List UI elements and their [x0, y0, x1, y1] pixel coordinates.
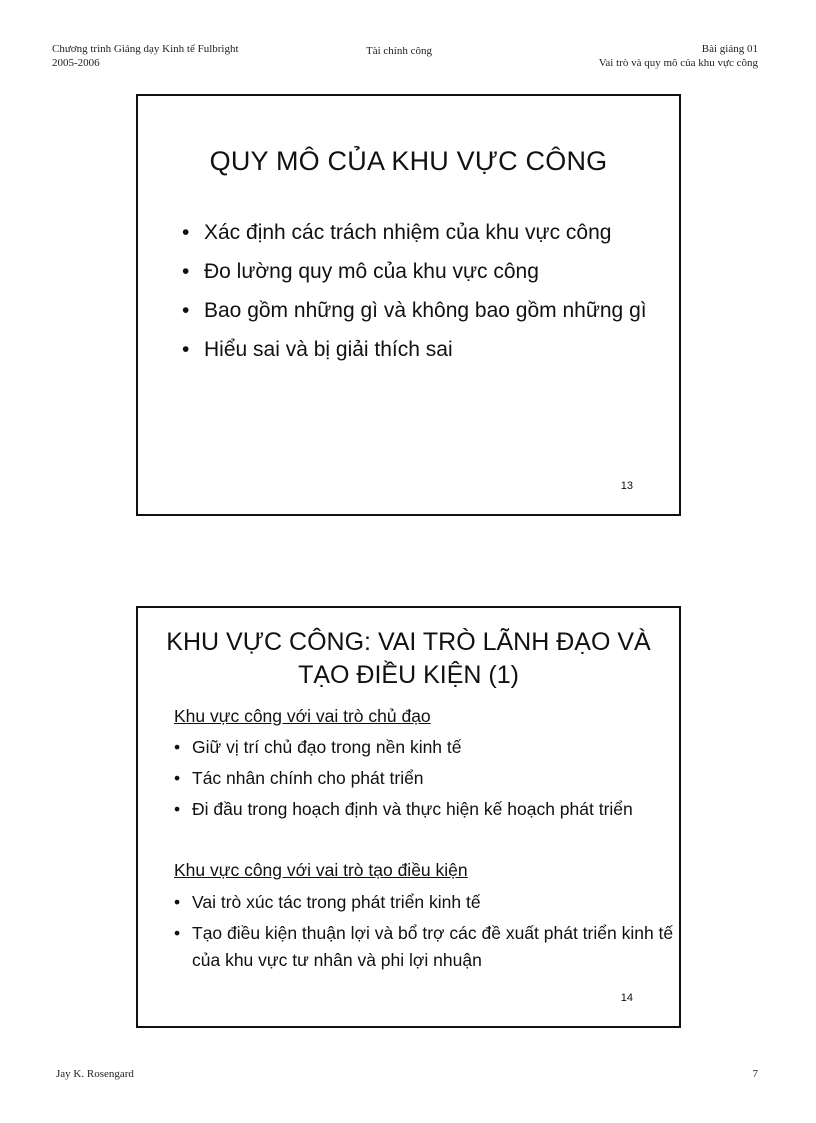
- bullet-item: • Hiểu sai và bị giải thích sai: [182, 336, 652, 363]
- slide-13: [136, 94, 681, 516]
- slide-title: [138, 626, 679, 692]
- section-heading-leading-role: Khu vực công với vai trò chủ đạo: [174, 706, 431, 726]
- section-heading-enabling-role: Khu vực công với vai trò tạo điều kiện: [174, 860, 468, 880]
- footer-author: Jay K. Rosengard: [56, 1068, 134, 1080]
- header-left: [52, 42, 239, 70]
- footer-page-number: 7: [752, 1068, 758, 1080]
- program-name: Chương trình Giảng dạy Kinh tế Fulbright: [52, 43, 239, 55]
- bullet-list: [182, 219, 652, 375]
- header-right: [599, 42, 758, 70]
- slide-14: [136, 606, 681, 1028]
- lecture-title: Vai trò và quy mô của khu vực công: [598, 57, 758, 69]
- slide-page-number: 13: [620, 480, 633, 492]
- bullet-item: • Tác nhân chính cho phát triển: [174, 765, 674, 792]
- course-title: Tài chính công: [366, 45, 432, 57]
- bullet-item: • Bao gồm những gì và không bao gồm những gì: [182, 297, 652, 324]
- bullet-item: • Tạo điều kiện thuận lợi và bổ trợ các đề xuất phát triển kinh tế của khu vực tư nhân và phi lợi nhuận: [174, 920, 674, 974]
- slide-title-line1: KHU VỰC CÔNG: VAI TRÒ LÃNH ĐẠO VÀ: [166, 628, 651, 656]
- lecture-number: Bài giảng 01: [701, 43, 758, 55]
- academic-year: 2005-2006: [52, 57, 100, 69]
- bullet-item: • Vai trò xúc tác trong phát triển kinh tế: [174, 889, 674, 916]
- slide-page-number: 14: [620, 992, 633, 1004]
- bullet-list-enabling-role: [174, 889, 674, 978]
- bullet-list-leading-role: [174, 734, 674, 827]
- bullet-item: • Xác định các trách nhiệm của khu vực công: [182, 219, 652, 246]
- slide-title-line2: TẠO ĐIỀU KIỆN (1): [298, 661, 519, 689]
- bullet-item: • Giữ vị trí chủ đạo trong nền kinh tế: [174, 734, 674, 761]
- bullet-item: • Đo lường quy mô của khu vực công: [182, 258, 652, 285]
- bullet-item: • Đi đầu trong hoạch định và thực hiện kế hoạch phát triển: [174, 796, 674, 823]
- slide-title: QUY MÔ CỦA KHU VỰC CÔNG: [209, 146, 608, 176]
